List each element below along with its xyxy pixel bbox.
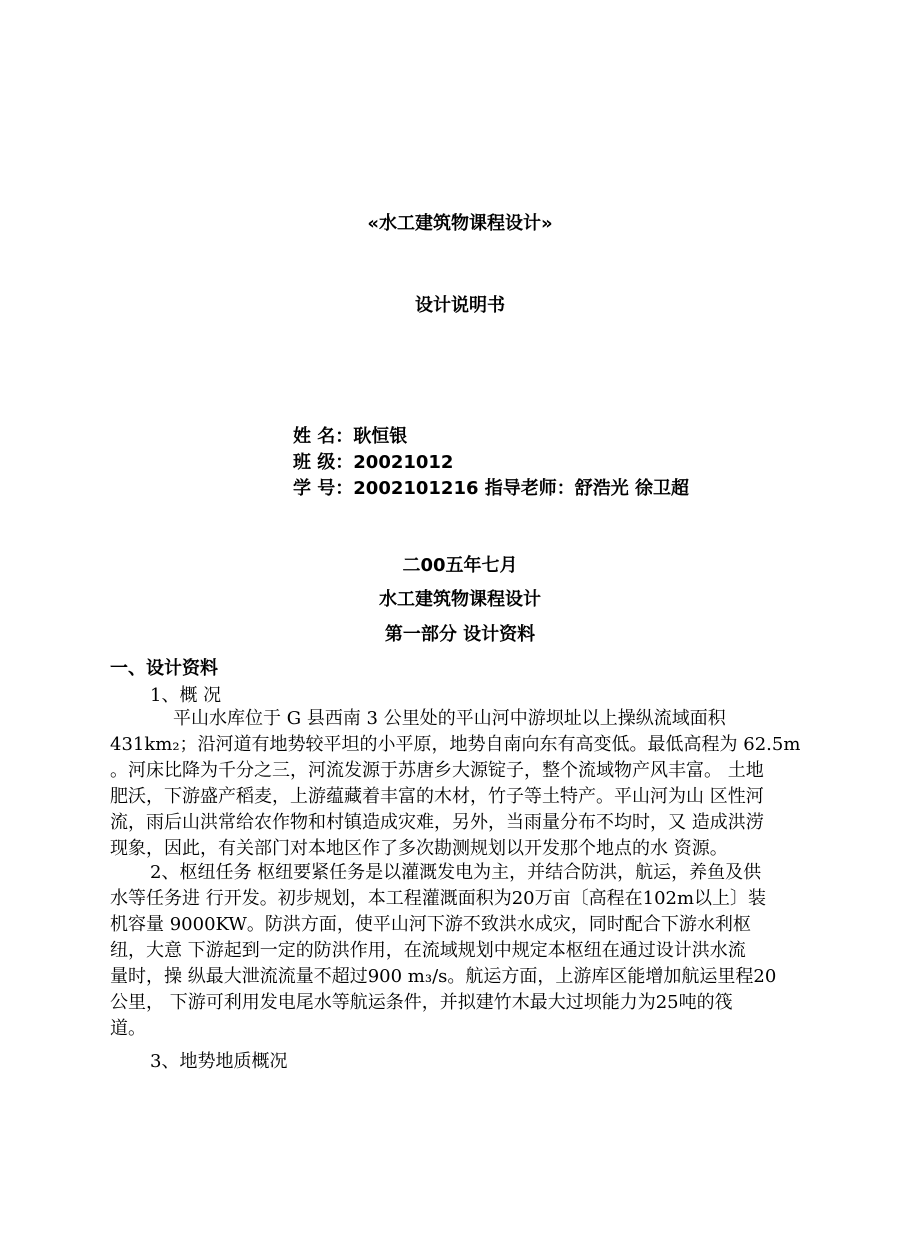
paragraph-line: 机容量 9000KW。防洪方面，使平山河下游不致洪水成灾，同时配合下游水利枢 bbox=[110, 914, 751, 935]
paragraph-line: 流，雨后山洪常给农作物和村镇造成灾难，另外，当雨量分布不均时，又 造成洪涝 bbox=[110, 812, 764, 833]
paragraph-line: 道。 bbox=[110, 1018, 146, 1039]
subsection-overview: 1、概 况 bbox=[150, 685, 222, 706]
paragraph-line: 量时，操 纵最大泄流流量不超过900 m₃/s。航运方面，上游库区能增加航运里程20 bbox=[110, 966, 777, 987]
overview-paragraph bbox=[110, 706, 800, 862]
subsection-geology: 3、地势地质概况 bbox=[150, 1051, 288, 1072]
paragraph-line: 现象，因此，有关部门对本地区作了多次勘测规划以开发那个地点的水 资源。 bbox=[110, 838, 728, 859]
paragraph-line: 肥沃，下游盛产稻麦，上游蕴藏着丰富的木材，竹子等土特产。平山河为山 区性河 bbox=[110, 786, 764, 807]
paragraph-line: 。河床比降为千分之三，河流发源于苏唐乡大源锭子，整个流域物产风丰富。 土地 bbox=[110, 760, 764, 781]
document-date: 二00五年七月 bbox=[402, 555, 518, 576]
student-name: 姓 名：耿恒银 bbox=[293, 426, 408, 447]
paragraph-line: 水等任务进 行开发。初步规划，本工程灌溉面积为20万亩〔高程在102m以上〕装 bbox=[110, 888, 767, 909]
paragraph-line: 纽，大意 下游起到一定的防洪作用，在流域规划中规定本枢纽在通过设计洪水流 bbox=[110, 940, 746, 961]
course-title: «水工建筑物课程设计» bbox=[367, 213, 553, 234]
document-title: 设计说明书 bbox=[415, 295, 505, 316]
paragraph-line: 公里， 下游可利用发电尾水等航运条件，并拟建竹木最大过坝能力为25吨的筏 bbox=[110, 992, 733, 1013]
body-title: 水工建筑物课程设计 bbox=[379, 589, 541, 610]
student-id-advisor: 学 号：2002101216 指导老师：舒浩光 徐卫超 bbox=[293, 478, 690, 499]
hub-tasks-paragraph bbox=[110, 860, 776, 1042]
student-class: 班 级：20021012 bbox=[293, 452, 454, 473]
paragraph-line: 431km₂；沿河道有地势较平坦的小平原，地势自南向东有高变低。最低高程为 62.5m bbox=[110, 734, 801, 755]
paragraph-line: 平山水库位于 G 县西南 3 公里处的平山河中游坝址以上操纵流域面积 bbox=[173, 708, 726, 729]
section-heading: 一、设计资料 bbox=[110, 658, 218, 679]
paragraph-line: 2、枢纽任务 枢纽要紧任务是以灌溉发电为主，并结合防洪，航运，养鱼及供 bbox=[150, 862, 762, 883]
part-title: 第一部分 设计资料 bbox=[384, 624, 536, 645]
